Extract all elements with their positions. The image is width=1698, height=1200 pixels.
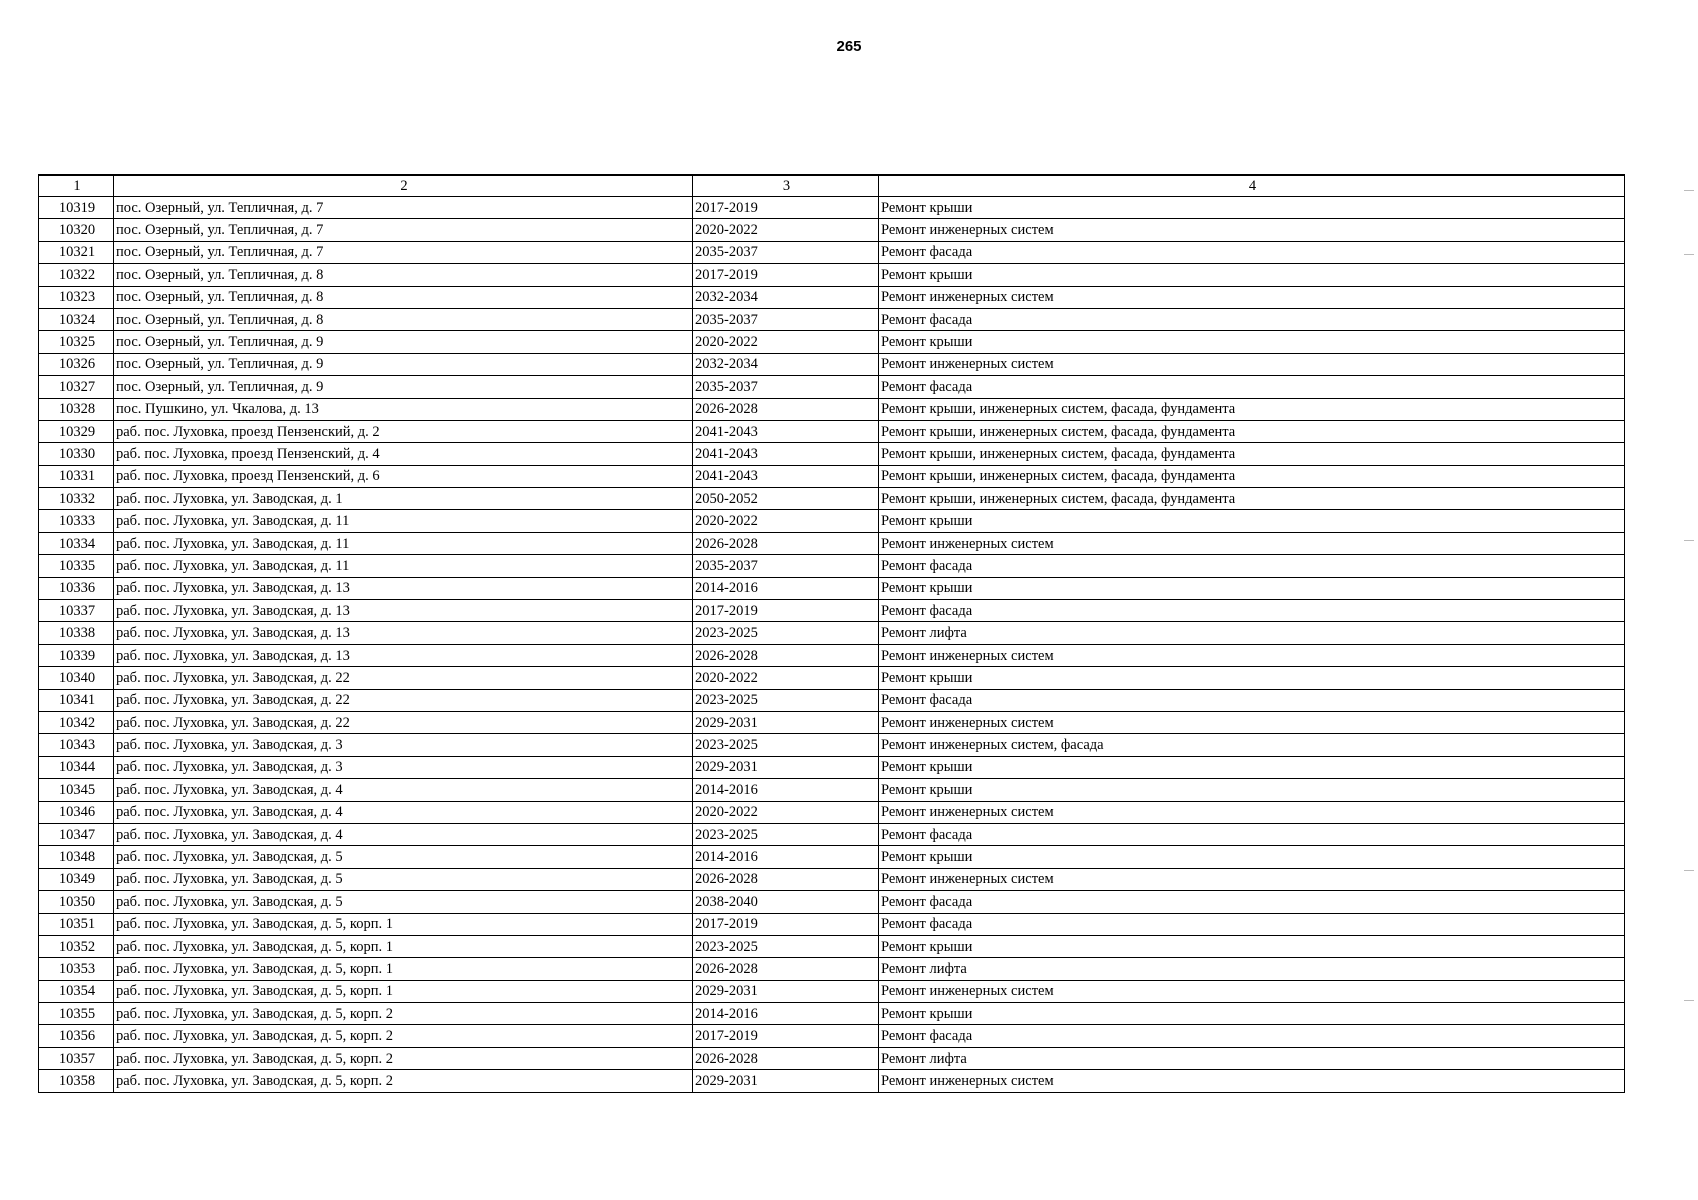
table-row bbox=[39, 532, 1625, 554]
table-row bbox=[39, 555, 1625, 577]
cell-work-type: Ремонт фасада bbox=[879, 555, 1625, 577]
cell-row-number: 10350 bbox=[39, 891, 114, 913]
table-row bbox=[39, 398, 1625, 420]
cell-period: 2014-2016 bbox=[693, 846, 879, 868]
cell-row-number: 10358 bbox=[39, 1070, 114, 1092]
cell-period: 2041-2043 bbox=[693, 443, 879, 465]
scan-mark bbox=[1684, 870, 1694, 871]
cell-period: 2035-2037 bbox=[693, 308, 879, 330]
cell-work-type: Ремонт фасада bbox=[879, 891, 1625, 913]
cell-address: раб. пос. Луховка, ул. Заводская, д. 4 bbox=[114, 801, 693, 823]
cell-period: 2026-2028 bbox=[693, 532, 879, 554]
cell-row-number: 10335 bbox=[39, 555, 114, 577]
table-row bbox=[39, 1047, 1625, 1069]
cell-work-type: Ремонт инженерных систем bbox=[879, 980, 1625, 1002]
cell-row-number: 10345 bbox=[39, 779, 114, 801]
table-row bbox=[39, 197, 1625, 219]
cell-address: раб. пос. Луховка, ул. Заводская, д. 3 bbox=[114, 756, 693, 778]
scan-mark bbox=[1684, 190, 1694, 191]
cell-work-type: Ремонт фасада bbox=[879, 241, 1625, 263]
cell-period: 2032-2034 bbox=[693, 353, 879, 375]
scan-mark bbox=[1684, 1000, 1694, 1001]
table-row bbox=[39, 622, 1625, 644]
cell-period: 2026-2028 bbox=[693, 1047, 879, 1069]
column-header-3: 3 bbox=[693, 175, 879, 197]
cell-address: пос. Озерный, ул. Тепличная, д. 7 bbox=[114, 219, 693, 241]
cell-address: раб. пос. Луховка, ул. Заводская, д. 13 bbox=[114, 600, 693, 622]
cell-address: раб. пос. Луховка, ул. Заводская, д. 13 bbox=[114, 577, 693, 599]
scan-mark bbox=[1684, 254, 1694, 255]
table-row bbox=[39, 689, 1625, 711]
cell-row-number: 10337 bbox=[39, 600, 114, 622]
cell-address: раб. пос. Луховка, ул. Заводская, д. 3 bbox=[114, 734, 693, 756]
cell-period: 2023-2025 bbox=[693, 622, 879, 644]
cell-address: раб. пос. Луховка, ул. Заводская, д. 5, корп. 1 bbox=[114, 913, 693, 935]
cell-work-type: Ремонт лифта bbox=[879, 622, 1625, 644]
table-row bbox=[39, 353, 1625, 375]
cell-period: 2029-2031 bbox=[693, 711, 879, 733]
cell-address: раб. пос. Луховка, ул. Заводская, д. 11 bbox=[114, 532, 693, 554]
cell-work-type: Ремонт инженерных систем bbox=[879, 286, 1625, 308]
repair-schedule-table bbox=[38, 174, 1625, 1093]
cell-work-type: Ремонт крыши bbox=[879, 756, 1625, 778]
cell-period: 2014-2016 bbox=[693, 1003, 879, 1025]
cell-period: 2017-2019 bbox=[693, 1025, 879, 1047]
table-body bbox=[39, 197, 1625, 1093]
cell-work-type: Ремонт крыши bbox=[879, 667, 1625, 689]
cell-period: 2023-2025 bbox=[693, 689, 879, 711]
cell-work-type: Ремонт инженерных систем bbox=[879, 532, 1625, 554]
cell-address: пос. Озерный, ул. Тепличная, д. 8 bbox=[114, 264, 693, 286]
cell-work-type: Ремонт крыши bbox=[879, 577, 1625, 599]
cell-row-number: 10329 bbox=[39, 420, 114, 442]
cell-period: 2041-2043 bbox=[693, 465, 879, 487]
column-header-4: 4 bbox=[879, 175, 1625, 197]
cell-period: 2035-2037 bbox=[693, 241, 879, 263]
cell-period: 2035-2037 bbox=[693, 555, 879, 577]
cell-address: пос. Озерный, ул. Тепличная, д. 8 bbox=[114, 308, 693, 330]
cell-work-type: Ремонт фасада bbox=[879, 308, 1625, 330]
table-row bbox=[39, 667, 1625, 689]
cell-row-number: 10343 bbox=[39, 734, 114, 756]
table-row bbox=[39, 958, 1625, 980]
cell-period: 2023-2025 bbox=[693, 935, 879, 957]
table-row bbox=[39, 734, 1625, 756]
cell-address: раб. пос. Луховка, ул. Заводская, д. 5 bbox=[114, 846, 693, 868]
table-row bbox=[39, 376, 1625, 398]
cell-work-type: Ремонт крыши bbox=[879, 779, 1625, 801]
cell-period: 2017-2019 bbox=[693, 264, 879, 286]
cell-work-type: Ремонт фасада bbox=[879, 600, 1625, 622]
cell-address: раб. пос. Луховка, ул. Заводская, д. 11 bbox=[114, 555, 693, 577]
cell-period: 2050-2052 bbox=[693, 488, 879, 510]
cell-row-number: 10320 bbox=[39, 219, 114, 241]
table-header-row bbox=[39, 175, 1625, 197]
cell-address: раб. пос. Луховка, ул. Заводская, д. 5, корп. 1 bbox=[114, 980, 693, 1002]
table-row bbox=[39, 577, 1625, 599]
column-header-2: 2 bbox=[114, 175, 693, 197]
cell-address: раб. пос. Луховка, ул. Заводская, д. 5, корп. 2 bbox=[114, 1070, 693, 1092]
table-row bbox=[39, 331, 1625, 353]
cell-period: 2035-2037 bbox=[693, 376, 879, 398]
cell-address: раб. пос. Луховка, проезд Пензенский, д. 4 bbox=[114, 443, 693, 465]
cell-period: 2032-2034 bbox=[693, 286, 879, 308]
cell-work-type: Ремонт лифта bbox=[879, 958, 1625, 980]
cell-work-type: Ремонт крыши bbox=[879, 846, 1625, 868]
cell-period: 2041-2043 bbox=[693, 420, 879, 442]
cell-period: 2026-2028 bbox=[693, 398, 879, 420]
cell-address: раб. пос. Луховка, ул. Заводская, д. 4 bbox=[114, 779, 693, 801]
cell-row-number: 10346 bbox=[39, 801, 114, 823]
cell-address: раб. пос. Луховка, ул. Заводская, д. 1 bbox=[114, 488, 693, 510]
cell-address: пос. Озерный, ул. Тепличная, д. 7 bbox=[114, 197, 693, 219]
cell-period: 2023-2025 bbox=[693, 734, 879, 756]
cell-address: раб. пос. Луховка, ул. Заводская, д. 22 bbox=[114, 667, 693, 689]
cell-period: 2014-2016 bbox=[693, 779, 879, 801]
table-row bbox=[39, 241, 1625, 263]
table-row bbox=[39, 711, 1625, 733]
cell-address: раб. пос. Луховка, ул. Заводская, д. 4 bbox=[114, 823, 693, 845]
cell-period: 2020-2022 bbox=[693, 219, 879, 241]
table-row bbox=[39, 868, 1625, 890]
cell-work-type: Ремонт фасада bbox=[879, 823, 1625, 845]
cell-row-number: 10357 bbox=[39, 1047, 114, 1069]
cell-period: 2026-2028 bbox=[693, 868, 879, 890]
cell-work-type: Ремонт крыши, инженерных систем, фасада, фундамента bbox=[879, 488, 1625, 510]
cell-work-type: Ремонт крыши bbox=[879, 264, 1625, 286]
cell-work-type: Ремонт инженерных систем bbox=[879, 801, 1625, 823]
table-row bbox=[39, 465, 1625, 487]
table-row bbox=[39, 644, 1625, 666]
cell-period: 2029-2031 bbox=[693, 1070, 879, 1092]
cell-work-type: Ремонт крыши, инженерных систем, фасада, фундамента bbox=[879, 398, 1625, 420]
cell-address: пос. Озерный, ул. Тепличная, д. 9 bbox=[114, 376, 693, 398]
cell-row-number: 10352 bbox=[39, 935, 114, 957]
cell-row-number: 10340 bbox=[39, 667, 114, 689]
cell-address: раб. пос. Луховка, ул. Заводская, д. 5, корп. 2 bbox=[114, 1003, 693, 1025]
cell-row-number: 10332 bbox=[39, 488, 114, 510]
table-row bbox=[39, 308, 1625, 330]
cell-period: 2017-2019 bbox=[693, 913, 879, 935]
table-row bbox=[39, 488, 1625, 510]
table-row bbox=[39, 420, 1625, 442]
cell-address: раб. пос. Луховка, ул. Заводская, д. 5, корп. 1 bbox=[114, 958, 693, 980]
cell-work-type: Ремонт инженерных систем bbox=[879, 868, 1625, 890]
cell-address: пос. Озерный, ул. Тепличная, д. 9 bbox=[114, 331, 693, 353]
cell-row-number: 10322 bbox=[39, 264, 114, 286]
cell-work-type: Ремонт инженерных систем bbox=[879, 711, 1625, 733]
cell-address: раб. пос. Луховка, ул. Заводская, д. 22 bbox=[114, 711, 693, 733]
table-row bbox=[39, 891, 1625, 913]
cell-address: раб. пос. Луховка, ул. Заводская, д. 5 bbox=[114, 868, 693, 890]
cell-address: раб. пос. Луховка, ул. Заводская, д. 13 bbox=[114, 644, 693, 666]
cell-period: 2029-2031 bbox=[693, 980, 879, 1002]
cell-work-type: Ремонт крыши, инженерных систем, фасада, фундамента bbox=[879, 465, 1625, 487]
cell-row-number: 10327 bbox=[39, 376, 114, 398]
cell-address: раб. пос. Луховка, проезд Пензенский, д. 6 bbox=[114, 465, 693, 487]
cell-address: раб. пос. Луховка, ул. Заводская, д. 5, корп. 2 bbox=[114, 1025, 693, 1047]
cell-period: 2020-2022 bbox=[693, 667, 879, 689]
cell-row-number: 10339 bbox=[39, 644, 114, 666]
cell-work-type: Ремонт лифта bbox=[879, 1047, 1625, 1069]
table-row bbox=[39, 846, 1625, 868]
cell-period: 2023-2025 bbox=[693, 823, 879, 845]
table-row bbox=[39, 801, 1625, 823]
cell-address: раб. пос. Луховка, ул. Заводская, д. 5, корп. 2 bbox=[114, 1047, 693, 1069]
table-row bbox=[39, 510, 1625, 532]
table-row bbox=[39, 219, 1625, 241]
cell-row-number: 10349 bbox=[39, 868, 114, 890]
table-row bbox=[39, 935, 1625, 957]
cell-row-number: 10353 bbox=[39, 958, 114, 980]
cell-address: раб. пос. Луховка, ул. Заводская, д. 5, корп. 1 bbox=[114, 935, 693, 957]
cell-work-type: Ремонт инженерных систем bbox=[879, 353, 1625, 375]
cell-period: 2020-2022 bbox=[693, 801, 879, 823]
table-row bbox=[39, 264, 1625, 286]
cell-period: 2038-2040 bbox=[693, 891, 879, 913]
cell-row-number: 10319 bbox=[39, 197, 114, 219]
cell-row-number: 10344 bbox=[39, 756, 114, 778]
cell-address: раб. пос. Луховка, ул. Заводская, д. 13 bbox=[114, 622, 693, 644]
cell-row-number: 10338 bbox=[39, 622, 114, 644]
cell-address: раб. пос. Луховка, ул. Заводская, д. 5 bbox=[114, 891, 693, 913]
cell-row-number: 10341 bbox=[39, 689, 114, 711]
cell-address: пос. Озерный, ул. Тепличная, д. 7 bbox=[114, 241, 693, 263]
cell-row-number: 10351 bbox=[39, 913, 114, 935]
cell-work-type: Ремонт фасада bbox=[879, 689, 1625, 711]
cell-row-number: 10324 bbox=[39, 308, 114, 330]
cell-row-number: 10326 bbox=[39, 353, 114, 375]
cell-work-type: Ремонт крыши bbox=[879, 197, 1625, 219]
cell-row-number: 10354 bbox=[39, 980, 114, 1002]
table-row bbox=[39, 913, 1625, 935]
cell-period: 2026-2028 bbox=[693, 644, 879, 666]
cell-row-number: 10331 bbox=[39, 465, 114, 487]
cell-address: пос. Пушкино, ул. Чкалова, д. 13 bbox=[114, 398, 693, 420]
cell-period: 2017-2019 bbox=[693, 600, 879, 622]
cell-address: пос. Озерный, ул. Тепличная, д. 8 bbox=[114, 286, 693, 308]
cell-row-number: 10325 bbox=[39, 331, 114, 353]
cell-row-number: 10342 bbox=[39, 711, 114, 733]
cell-row-number: 10328 bbox=[39, 398, 114, 420]
cell-work-type: Ремонт инженерных систем bbox=[879, 1070, 1625, 1092]
cell-work-type: Ремонт крыши bbox=[879, 935, 1625, 957]
cell-address: раб. пос. Луховка, ул. Заводская, д. 11 bbox=[114, 510, 693, 532]
table-row bbox=[39, 600, 1625, 622]
cell-work-type: Ремонт инженерных систем, фасада bbox=[879, 734, 1625, 756]
table-row bbox=[39, 1070, 1625, 1092]
cell-period: 2017-2019 bbox=[693, 197, 879, 219]
cell-work-type: Ремонт крыши bbox=[879, 1003, 1625, 1025]
column-header-1: 1 bbox=[39, 175, 114, 197]
cell-row-number: 10330 bbox=[39, 443, 114, 465]
cell-period: 2020-2022 bbox=[693, 510, 879, 532]
cell-row-number: 10355 bbox=[39, 1003, 114, 1025]
cell-period: 2029-2031 bbox=[693, 756, 879, 778]
cell-row-number: 10321 bbox=[39, 241, 114, 263]
cell-work-type: Ремонт фасада bbox=[879, 913, 1625, 935]
table-row bbox=[39, 1003, 1625, 1025]
cell-period: 2026-2028 bbox=[693, 958, 879, 980]
cell-row-number: 10356 bbox=[39, 1025, 114, 1047]
cell-address: пос. Озерный, ул. Тепличная, д. 9 bbox=[114, 353, 693, 375]
cell-address: раб. пос. Луховка, ул. Заводская, д. 22 bbox=[114, 689, 693, 711]
cell-work-type: Ремонт крыши bbox=[879, 331, 1625, 353]
cell-period: 2014-2016 bbox=[693, 577, 879, 599]
table-row bbox=[39, 286, 1625, 308]
cell-work-type: Ремонт крыши, инженерных систем, фасада, фундамента bbox=[879, 443, 1625, 465]
table-row bbox=[39, 443, 1625, 465]
cell-row-number: 10334 bbox=[39, 532, 114, 554]
cell-work-type: Ремонт крыши, инженерных систем, фасада, фундамента bbox=[879, 420, 1625, 442]
table-row bbox=[39, 980, 1625, 1002]
cell-period: 2020-2022 bbox=[693, 331, 879, 353]
cell-work-type: Ремонт крыши bbox=[879, 510, 1625, 532]
cell-row-number: 10323 bbox=[39, 286, 114, 308]
cell-row-number: 10347 bbox=[39, 823, 114, 845]
scan-mark bbox=[1684, 540, 1694, 541]
table-row bbox=[39, 756, 1625, 778]
page-number: 265 bbox=[836, 38, 862, 55]
table-row bbox=[39, 823, 1625, 845]
table-row bbox=[39, 1025, 1625, 1047]
cell-address: раб. пос. Луховка, проезд Пензенский, д. 2 bbox=[114, 420, 693, 442]
cell-work-type: Ремонт инженерных систем bbox=[879, 644, 1625, 666]
cell-work-type: Ремонт инженерных систем bbox=[879, 219, 1625, 241]
cell-work-type: Ремонт фасада bbox=[879, 376, 1625, 398]
cell-row-number: 10348 bbox=[39, 846, 114, 868]
cell-row-number: 10336 bbox=[39, 577, 114, 599]
cell-row-number: 10333 bbox=[39, 510, 114, 532]
cell-work-type: Ремонт фасада bbox=[879, 1025, 1625, 1047]
table-row bbox=[39, 779, 1625, 801]
